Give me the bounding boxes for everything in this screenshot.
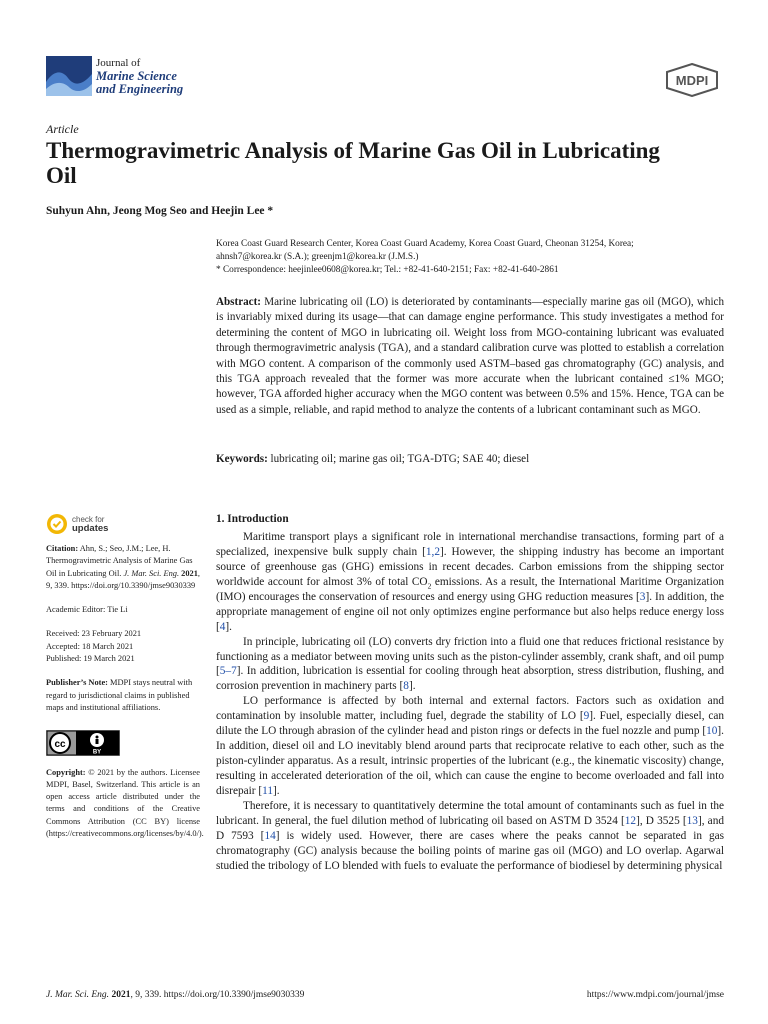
citation-label: Citation: xyxy=(46,544,79,553)
ref-link[interactable]: 8 xyxy=(403,680,409,693)
ref-link[interactable]: 12 xyxy=(624,814,637,827)
copyright-text: © 2021 by the authors. Licensee MDPI, Basel, Switzerland. This article is an open access article distributed under the terms and conditions of the Creative Commons Attribution (CC BY) license (https://creativecommons.org/licenses/by/4.0/). xyxy=(46,767,204,839)
publisher-note xyxy=(46,677,200,714)
svg-text:cc: cc xyxy=(54,739,66,751)
correspondence: * Correspondence: heejinlee0608@korea.kr; Tel.: +82-41-640-2151; Fax: +82-41-640-2861 xyxy=(216,265,559,275)
authors: Suhyun Ahn, Jeong Mog Seo and Heejin Lee * xyxy=(46,205,274,217)
journal-logo xyxy=(46,56,92,96)
affiliation-line1: Korea Coast Guard Research Center, Korea Coast Guard Academy, Korea Coast Guard, Cheonan 31254, Korea; xyxy=(216,239,634,249)
publisher-note-label: Publisher’s Note: xyxy=(46,678,108,688)
wave-icon xyxy=(46,56,92,96)
ref-link[interactable]: 10 xyxy=(706,725,718,738)
ref-link[interactable]: 14 xyxy=(264,829,276,842)
copyright-label: Copyright: xyxy=(46,767,86,777)
date-received: Received: 23 February 2021 xyxy=(46,629,142,639)
check-updates-icon xyxy=(46,513,68,535)
paragraph-2: In principle, lubricating oil (LO) converts dry friction into a fluid one that reduces frictional resistance by functioning as a mediator between moving units such as the piston-cylinder assembly, crank shaft, and oil pump [5–7]. In addition, lubrication is essential for cooling through heat absorption, stress distribution, flushing, and corrosion prevention in machinery parts [8]. xyxy=(216,635,724,693)
journal-line1: Journal of xyxy=(96,57,141,69)
svg-text:MDPI: MDPI xyxy=(675,73,709,88)
article-type: Article xyxy=(46,122,79,136)
publisher-note-text: MDPI stays neutral with regard to jurisdictional claims in published maps and institutional affiliations. xyxy=(46,678,193,712)
abstract-label: Abstract: xyxy=(216,296,261,308)
ref-link[interactable]: 3 xyxy=(639,590,646,603)
paragraph-4: Therefore, it is necessary to quantitatively determine the total amount of contaminants such as fuel in the lubricant. In general, the fuel dilution method of lubricating oil based on ASTM D 3524 [12], D 3525 [13], and D 7593 [14] is widely used. However, there are cases where the peaks cannot be separated in gas chromatography (GC) analysis because the boiling points of marine gas oil (MGO) and LO overlap. Agarwal studied the tribology of LO blended with fuels to evaluate the performance of biodiesel by determining physical xyxy=(216,799,724,872)
section-heading: 1. Introduction xyxy=(216,513,289,525)
citation-journal: J. Mar. Sci. Eng. xyxy=(123,568,180,578)
date-published: Published: 19 March 2021 xyxy=(46,654,135,664)
paragraph-1: Maritime transport plays a significant role in international merchandise transactions, forming part of a specialized, inexpensive bulk supply chain [1,2]. However, the shipping industry has become an important source of greenhouse gas (GHG) emissions in recent decades. Carbon emissions from the shipping sector worldwide account for almost 3% of total $CO_2$ emissions. As a result, the International Maritime Organization (IMO) encourages the conservation of resources and energy using GHG reduction measures [3]. In addition, the appropriate management of engine oil not only optimizes engine performance but also helps reduce energy loss [4]. xyxy=(216,531,725,633)
ref-link[interactable]: 4 xyxy=(219,620,226,633)
journal-line2: Marine Science xyxy=(96,69,177,83)
mdpi-hexagon-icon xyxy=(664,63,720,97)
paragraph-3: LO performance is affected by both internal and external factors. Factors such as oxidation and contamination by insoluble matter, including fuel, degrade the stability of LO [9]. Fuel, especially diesel, can dilute the LO through abrasion of the cylinder head and piston rings or defects in the fuel nozzle and pump [10]. In addition, diesel oil and LO inevitably blend around parts that reciprocate relative to each other, such as the piston-cylinder apparatus. As a result, intrinsic properties of the lubricant (e.g., the kinematic viscosity) change, resulting in accelerated deterioration of the oil, which can cause the engine to become overloaded and fall into disrepair [11]. xyxy=(216,695,724,797)
citation-text: Ahn, S.; Seo, J.M.; Lee, H. Thermogravimetric Analysis of Marine Gas Oil in Lubricating Oil. xyxy=(46,544,193,578)
page-footer xyxy=(46,990,724,1000)
cc-by-badge[interactable] xyxy=(46,730,200,760)
affiliation xyxy=(216,238,726,277)
svg-text:BY: BY xyxy=(92,749,102,756)
check-line1: check for xyxy=(72,515,105,524)
ref-link[interactable]: 13 xyxy=(686,814,698,827)
abstract xyxy=(216,295,724,418)
ref-link[interactable]: 9 xyxy=(583,710,590,723)
mdpi-logo xyxy=(664,63,720,97)
body-text xyxy=(216,530,724,874)
journal-name xyxy=(96,57,183,96)
check-line2: updates xyxy=(72,523,109,534)
academic-editor: Academic Editor: Tie Li xyxy=(46,605,128,615)
article-title: Thermogravimetric Analysis of Marine Gas Oil in Lubricating Oil xyxy=(46,138,660,188)
abstract-text: Marine lubricating oil (LO) is deteriorated by contaminants—especially marine gas oil (MGO), which is invariably mixed during its usage—that can damage engine performance. This study investigates a method for determining the content of MGO in lubricating oil. Weight loss from MGO-containing lubricant was evaluated through thermogravimetric analysis (TGA), and a standard calibration curve was plotted to establish a correlation with MGO content. A comparison of the commonly used ASTM–based gas chromatography (GC) analysis, and this TGA approach revealed that the former was more accurate when the lubricant contained ≤1% MGO; however, TGA afforded higher accuracy when the MGO content was between 0.5% and 15%. Hence, TGA can be used as a simple, reliable, and rapid method to analyze the contents of a lubricant contaminant such as MGO. xyxy=(216,296,724,416)
keywords-label: Keywords: xyxy=(216,453,268,465)
footer-journal-link[interactable]: https://www.mdpi.com/journal/jmse xyxy=(586,990,724,1000)
ref-link[interactable]: 5–7 xyxy=(219,665,237,678)
citation-year: 2021 xyxy=(181,568,198,578)
copyright xyxy=(46,767,204,841)
citation xyxy=(46,543,200,592)
citation-doi-link[interactable]: , 9, 339. https://doi.org/10.3390/jmse9030339 xyxy=(46,568,200,590)
keywords-text: lubricating oil; marine gas oil; TGA-DTG; SAE 40; diesel xyxy=(270,453,530,465)
date-accepted: Accepted: 18 March 2021 xyxy=(46,641,134,651)
sidebar xyxy=(46,513,204,840)
ref-link[interactable]: 1,2 xyxy=(425,545,440,558)
keywords xyxy=(216,453,724,465)
ref-link[interactable]: 11 xyxy=(262,784,273,797)
affiliation-emails: ahnsh7@korea.kr (S.A.); greenjm1@korea.kr (J.M.S.) xyxy=(216,252,419,262)
check-for-updates-button[interactable] xyxy=(46,513,200,535)
creative-commons-icon xyxy=(46,730,120,756)
journal-line3: and Engineering xyxy=(96,82,184,96)
footer-citation: J. Mar. Sci. Eng. 2021, 9, 339. https://doi.org/10.3390/jmse9030339 xyxy=(46,990,305,1000)
